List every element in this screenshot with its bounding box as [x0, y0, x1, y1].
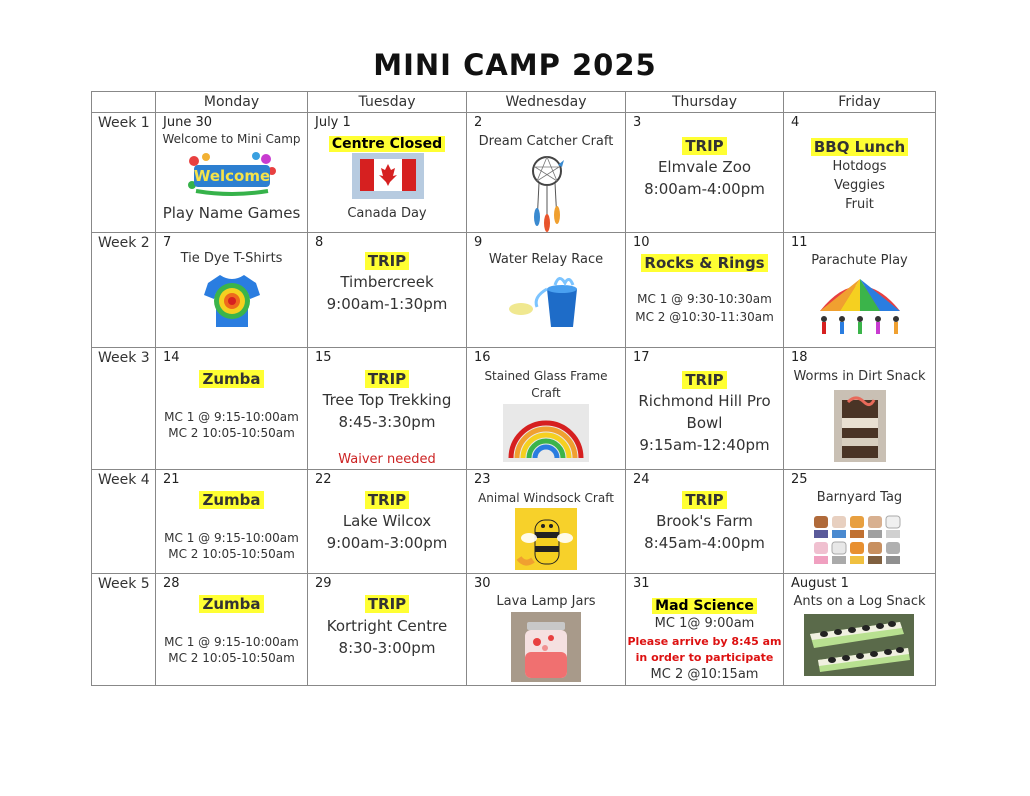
date-label: 16	[474, 350, 491, 365]
week-row	[92, 113, 936, 233]
day-cell	[784, 574, 936, 686]
week-row	[92, 574, 936, 686]
day-header-friday: Friday	[784, 92, 936, 113]
week-row	[92, 348, 936, 470]
day-cell	[467, 348, 626, 470]
highlight-label: TRIP	[365, 370, 409, 388]
activity-text: Dream Catcher Craft	[478, 134, 614, 149]
activity-time: 9:00am-3:00pm	[326, 534, 448, 552]
date-label: 9	[474, 235, 483, 250]
date-label: 11	[791, 235, 808, 250]
day-cell	[156, 574, 308, 686]
lava-lamp-jar-image	[511, 612, 581, 682]
activity-text: Parachute Play	[811, 253, 908, 268]
highlight-label: Zumba	[199, 370, 263, 388]
date-label: 7	[163, 235, 172, 250]
activity-time: 8:45-3:30pm	[338, 413, 436, 431]
activity-text: Richmond Hill Pro	[638, 392, 771, 410]
rainbow-craft-image	[503, 404, 589, 462]
arrival-note: Please arrive by 8:45 am	[627, 635, 782, 648]
activity-time: 8:30-3:00pm	[338, 639, 436, 657]
day-header-thursday: Thursday	[626, 92, 784, 113]
activity-time: MC 1 @ 9:30-10:30am	[637, 292, 772, 306]
day-cell	[156, 470, 308, 574]
day-cell	[626, 348, 784, 470]
date-label: 17	[633, 350, 650, 365]
canada-flag-image	[352, 153, 424, 199]
day-cell	[467, 470, 626, 574]
highlight-label: BBQ Lunch	[811, 138, 908, 156]
bee-windsock-image	[515, 508, 577, 570]
date-label: 28	[163, 576, 180, 591]
activity-text: Ants on a Log Snack	[793, 594, 926, 609]
date-label: 29	[315, 576, 332, 591]
activity-text: Kortright Centre	[326, 617, 448, 635]
day-cell	[467, 233, 626, 348]
date-label: 24	[633, 472, 650, 487]
week-label: Week 3	[92, 348, 156, 470]
highlight-label: TRIP	[682, 137, 726, 155]
activity-time: MC 1 @ 9:15-10:00am	[164, 410, 299, 424]
day-cell	[156, 113, 308, 233]
activity-text: Canada Day	[347, 206, 427, 221]
day-header-monday: Monday	[156, 92, 308, 113]
activity-time: MC 1 @ 9:15-10:00am	[164, 531, 299, 545]
activity-text: Play Name Games	[162, 204, 301, 222]
water-bucket-image	[507, 271, 583, 329]
day-cell	[626, 574, 784, 686]
activity-text: Tie Dye T-Shirts	[180, 251, 283, 266]
dirt-snack-image	[834, 390, 886, 462]
welcome-sign-image	[186, 151, 278, 197]
activity-text: Elmvale Zoo	[657, 158, 752, 176]
activity-time: 9:15am-12:40pm	[639, 436, 770, 454]
welcome-sign-text: Welcome	[193, 167, 271, 185]
highlight-label: Zumba	[199, 595, 263, 613]
parachute-image	[814, 275, 906, 341]
highlight-label: TRIP	[365, 491, 409, 509]
date-label: August 1	[791, 576, 849, 591]
day-cell	[308, 113, 467, 233]
date-label: 14	[163, 350, 180, 365]
day-header-wednesday: Wednesday	[467, 92, 626, 113]
activity-text: Tree Top Trekking	[322, 391, 452, 409]
week-row	[92, 470, 936, 574]
highlight-label: Mad Science	[652, 598, 757, 614]
week-label: Week 1	[92, 113, 156, 233]
activity-text: Worms in Dirt Snack	[793, 369, 926, 384]
activity-text: Brook's Farm	[656, 512, 753, 530]
date-label: 23	[474, 472, 491, 487]
activity-text: Fruit	[845, 197, 874, 212]
week-label: Week 2	[92, 233, 156, 348]
activity-text: Water Relay Race	[488, 252, 604, 267]
date-label: 10	[633, 235, 650, 250]
day-cell	[308, 470, 467, 574]
day-cell	[784, 233, 936, 348]
activity-text: Craft	[531, 386, 561, 400]
activity-time: MC 1 @ 9:15-10:00am	[164, 635, 299, 649]
highlight-label: TRIP	[682, 491, 726, 509]
activity-time: MC 2 @10:15am	[650, 667, 759, 682]
activity-time: MC 2 10:05-10:50am	[168, 547, 295, 561]
arrival-note: in order to participate	[635, 651, 774, 664]
day-cell	[308, 233, 467, 348]
activity-text: Veggies	[834, 178, 885, 193]
day-cell	[784, 470, 936, 574]
date-label: 21	[163, 472, 180, 487]
activity-time: 9:00am-1:30pm	[326, 295, 448, 313]
week-label: Week 5	[92, 574, 156, 686]
date-label: June 30	[163, 115, 212, 130]
week-label: Week 4	[92, 470, 156, 574]
highlight-label: TRIP	[682, 371, 726, 389]
dream-catcher-image	[527, 153, 567, 233]
activity-text: Timbercreek	[340, 273, 434, 291]
date-label: 22	[315, 472, 332, 487]
date-label: 8	[315, 235, 324, 250]
day-cell	[626, 113, 784, 233]
day-cell	[784, 113, 936, 233]
day-cell	[784, 348, 936, 470]
activity-time: 8:00am-4:00pm	[644, 180, 765, 198]
waiver-note: Waiver needed	[338, 452, 436, 467]
activity-text: Lake Wilcox	[342, 512, 432, 530]
tie-dye-shirt-image	[202, 271, 262, 329]
page-title: MINI CAMP 2025	[373, 48, 657, 82]
day-cell	[156, 233, 308, 348]
day-cell	[308, 574, 467, 686]
calendar-table	[91, 91, 936, 686]
date-label: 4	[791, 115, 800, 130]
date-label: 18	[791, 350, 808, 365]
date-label: 15	[315, 350, 332, 365]
date-label: 25	[791, 472, 808, 487]
day-cell	[626, 470, 784, 574]
date-label: 31	[633, 576, 650, 591]
activity-time: 8:45am-4:00pm	[644, 534, 765, 552]
corner-cell	[92, 92, 156, 113]
activity-time: MC 1@ 9:00am	[654, 616, 755, 631]
activity-text: Barnyard Tag	[816, 490, 903, 505]
ants-on-log-image	[804, 614, 914, 676]
highlight-label: TRIP	[365, 595, 409, 613]
activity-text: Welcome to Mini Camp	[162, 132, 301, 146]
highlight-label: TRIP	[365, 252, 409, 270]
day-cell	[626, 233, 784, 348]
date-label: 30	[474, 576, 491, 591]
header-row	[92, 92, 936, 113]
day-cell	[156, 348, 308, 470]
day-cell	[467, 113, 626, 233]
highlight-label: Zumba	[199, 491, 263, 509]
highlight-label: Rocks & Rings	[641, 254, 767, 272]
day-header-tuesday: Tuesday	[308, 92, 467, 113]
activity-time: MC 2 10:05-10:50am	[168, 651, 295, 665]
activity-text: Stained Glass Frame	[484, 369, 608, 383]
farm-animals-image	[812, 512, 908, 566]
activity-text: Bowl	[686, 414, 723, 432]
week-row	[92, 233, 936, 348]
date-label: July 1	[315, 115, 351, 130]
activity-time: MC 2 @10:30-11:30am	[635, 310, 774, 324]
day-cell	[467, 574, 626, 686]
activity-text: Lava Lamp Jars	[496, 594, 596, 609]
day-cell	[308, 348, 467, 470]
date-label: 3	[633, 115, 642, 130]
date-label: 2	[474, 115, 483, 130]
activity-text: Hotdogs	[832, 159, 887, 174]
highlight-label: Centre Closed	[329, 136, 445, 152]
activity-text: Animal Windsock Craft	[478, 491, 614, 505]
activity-time: MC 2 10:05-10:50am	[168, 426, 295, 440]
